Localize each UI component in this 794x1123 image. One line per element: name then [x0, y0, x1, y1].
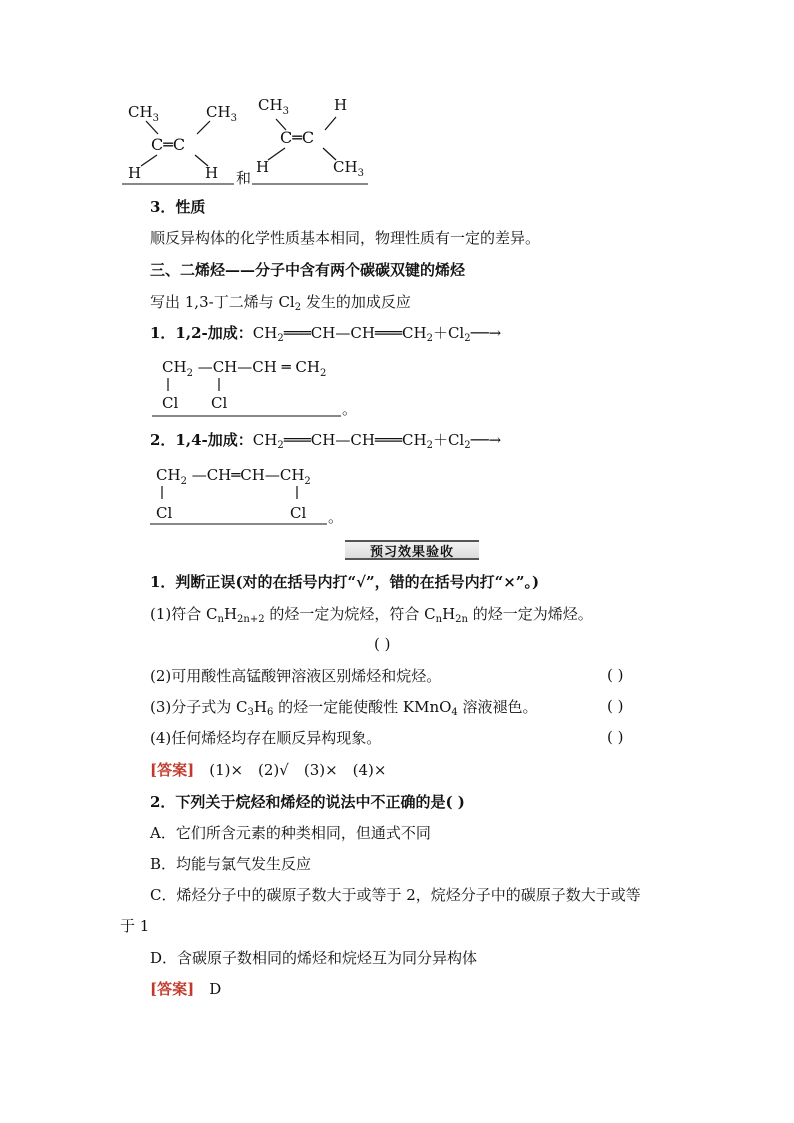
q1-item-4: (4)任何烯烃均存在顺反异构现象。: [150, 729, 382, 747]
right-h-bottom: H: [256, 158, 270, 176]
q1-item-3: (3)分子式为 $C_3H_6$ 的烃一定能使酸性 KMnO$_4$ 溶液褪色。: [150, 698, 538, 718]
left-h-bottom: H: [128, 164, 142, 182]
q2-option-b: B．均能与氯气发生反应: [150, 855, 312, 873]
left-ch3-top: $CH_3$: [128, 103, 159, 124]
answer-label: [答案]: [150, 761, 195, 779]
q1-item-1: (1)符合 $C_nH_{2n+2}$ 的烃一定为烷烃，符合 $C_nH_{2n}$ 的烃一定为烯烃。: [150, 605, 593, 625]
cis-2-butene-structure: [122, 103, 237, 184]
left-h-bottom-right: H: [205, 164, 219, 182]
q2-option-c-line2: 于 1: [120, 917, 150, 935]
section-diene-title: 三、二烯烃——分子中含有两个碳碳双键的烯烃: [150, 261, 466, 279]
q1-item-2-blank[interactable]: ( ): [607, 666, 624, 684]
q1-item-4-blank[interactable]: ( ): [607, 728, 624, 746]
addition-12-equation: 1．1,2-加成：$CH_2═══CH—CH═══CH_2+Cl_2──\to$: [150, 324, 502, 344]
cl-2: Cl: [211, 394, 228, 412]
svg-text:CH2 —CH—CH ═ CH2: $CH_2$ —CH—CH ═ $CH_2$: [162, 358, 327, 379]
addition-12-product: [0, 350, 794, 420]
trans-2-butene-structure: [252, 96, 368, 184]
cis-trans-isomers-figure: [0, 0, 794, 200]
svg-text:CH2 —CH═CH—CH2: $CH_2$ $—CH═CH—CH_2$: [156, 466, 311, 487]
q1-stem: 1．判断正误(对的在括号内打“√”，错的在括号内打“×”。): [150, 573, 540, 591]
right-double-bond: C═C: [280, 128, 315, 147]
cl-2: Cl: [290, 504, 307, 522]
and-connector: 和: [236, 169, 252, 187]
q2-answer: [答案] D: [150, 980, 222, 998]
q2-option-a: A．它们所含元素的种类相同，但通式不同: [150, 824, 431, 842]
left-ch3-top-right: $CH_3$: [206, 103, 237, 124]
answer-label: [答案]: [150, 980, 195, 998]
q1-item-2: (2)可用酸性高锰酸钾溶液区别烯烃和烷烃。: [150, 667, 442, 685]
q1-item-3-blank[interactable]: ( ): [607, 697, 624, 715]
left-double-bond: C═C: [151, 135, 186, 154]
diene-prompt: 写出 1,3-丁二烯与 $Cl_2$ 发生的加成反应: [150, 293, 411, 313]
right-ch3-bottom: $CH_3$: [333, 158, 364, 179]
section-3-body: 顺反异构体的化学性质基本相同，物理性质有一定的差异。: [150, 229, 541, 247]
cl-1: Cl: [156, 504, 173, 522]
q1-answer: [答案] (1)× (2)√ (3)× (4)×: [150, 761, 387, 779]
addition-14-product: [0, 458, 794, 528]
q2-stem: 2．下列关于烷烃和烯烃的说法中不正确的是( ): [150, 793, 465, 811]
addition-14-equation: 2．1,4-加成：$CH_2═══CH—CH═══CH_2+Cl_2──\to$: [150, 431, 502, 451]
section-3-title: 3．性质: [150, 198, 206, 216]
q2-option-c-line1: C．烯烃分子中的碳原子数大于或等于 2，烷烃分子中的碳原子数大于或等: [150, 886, 641, 904]
section-banner: 预习效果验收: [345, 540, 479, 560]
end-mark: 。: [328, 508, 344, 526]
end-mark: 。: [342, 400, 358, 418]
q1-item-1-blank[interactable]: ( ): [374, 635, 391, 653]
right-ch3-top: $CH_3$: [258, 96, 289, 117]
q2-option-d: D．含碳原子数相同的烯烃和烷烃互为同分异构体: [150, 949, 478, 967]
cl-1: Cl: [162, 394, 179, 412]
right-h-top: H: [334, 96, 348, 114]
